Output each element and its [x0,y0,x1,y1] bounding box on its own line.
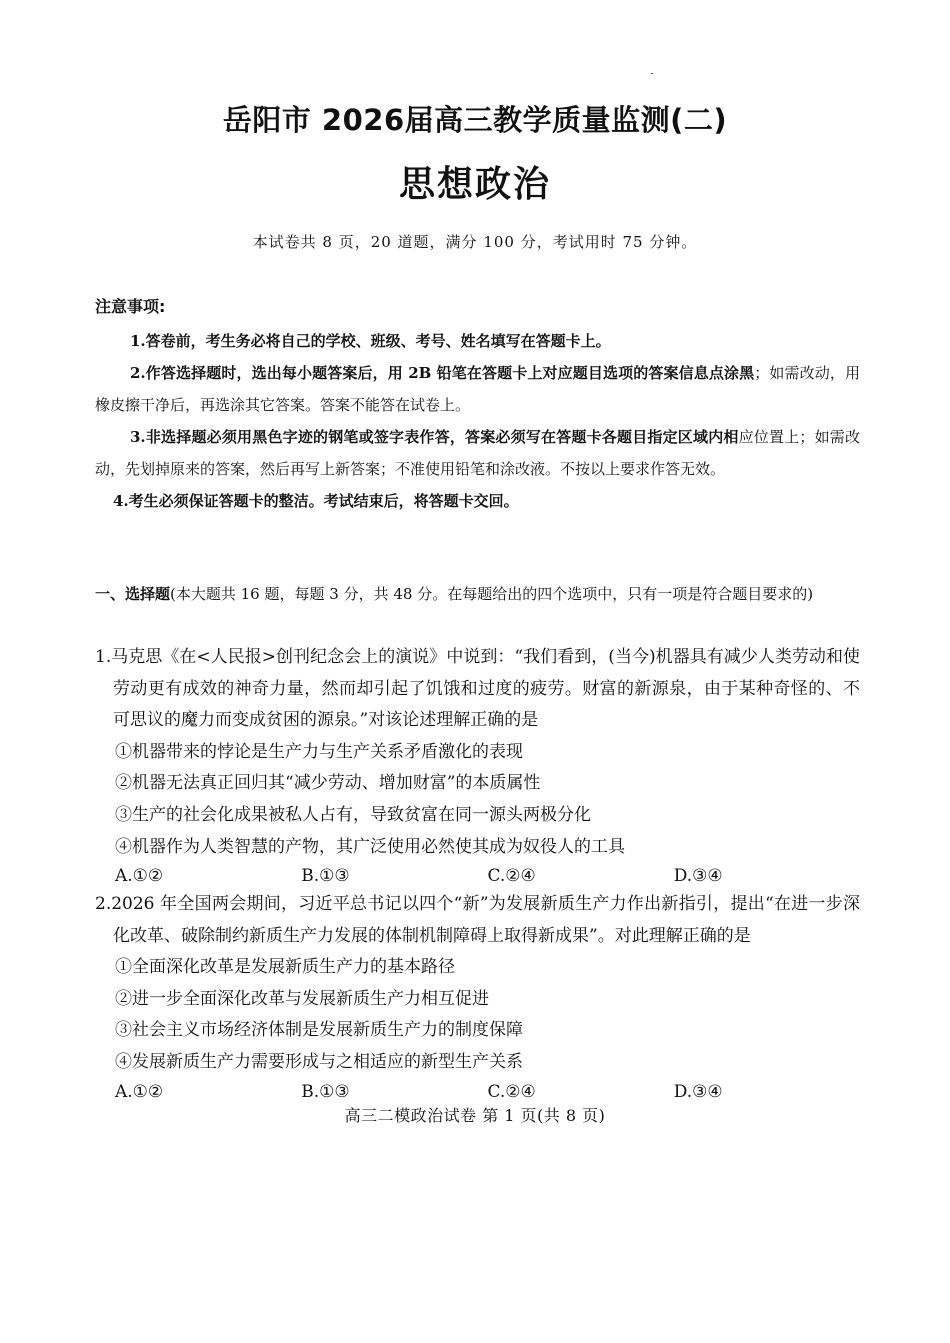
question-2-item-1: ①全面深化改革是发展新质生产力的基本路径 [115,957,455,978]
question-2-option-d: D.③④ [673,1081,723,1102]
question-1-option-d: D.③④ [673,866,723,887]
question-1-item-1: ①机器带来的悖论是生产力与生产关系矛盾激化的表现 [115,741,523,762]
exam-info: 本试卷共 8 页，20 道题，满分 100 分，考试用时 75 分钟。 [252,233,698,251]
question-1-item-2: ②机器无法真正回归其“减少劳动、增加财富”的本质属性 [115,773,541,794]
question-2-item-2: ②进一步全面深化改革与发展新质生产力相互促进 [115,988,489,1009]
section-heading: 一、选择题 [95,585,171,603]
notice-item-3 [95,421,860,485]
question-1 [95,642,860,889]
question-2-option-b: B.①③ [301,1081,350,1102]
question-1-options [95,863,860,889]
notice-item-2-rest: ；如需改动，用橡皮擦干净后，再选涂其它答案。答案不能答在试卷上。 [95,364,860,414]
section-choice [95,578,860,610]
notice-heading: 注意事项: [95,297,166,316]
question-2-item-4: ④发展新质生产力需要形成与之相适应的新型生产关系 [115,1051,523,1072]
question-2-item-3: ③社会主义市场经济体制是发展新质生产力的制度保障 [115,1020,523,1041]
notice-item-2-bold: 2.作答选择题时，选出每小题答案后，用 2B 铅笔在答题卡上对应题目选项的答案信息点涂黑 [130,364,755,382]
question-1-stem: 1.马克思《在<人民报>创刊纪念会上的演说》中说到：“我们看到，(当今)机器具有减少人类劳动和使劳动更有成效的神奇力量，然而却引起了饥饿和过度的疲劳。财富的新源泉，由于某种奇怪的、不可思议的魔力而变成贫困的源泉。”对该论述理解正确的是 [95,647,860,731]
question-2-option-a: A.①② [115,1081,164,1102]
question-2-stem: 2.2026 年全国两会期间，习近平总书记以四个“新”为发展新质生产力作出新指引，提出“在进一步深化改革、破除制约新质生产力发展的体制机制障碍上取得新成果”。对此理解正确的是 [95,894,860,946]
question-1-item-3: ③生产的社会化成果被私人占有，导致贫富在同一源头两极分化 [115,804,591,825]
notice-item-3-bold: 3.非选择题必须用黑色字迹的钢笔或签字表作答，答案必须写在答题卡各题目指定区域内相 [130,428,739,446]
question-2-option-c: C.②④ [487,1081,536,1102]
subject-title: 思想政治 [398,164,551,205]
notice-item-1-text: 1.答卷前，考生务必将自己的学校、班级、考号、姓名填写在答题卡上。 [130,332,611,350]
scan-dot [651,73,653,74]
exam-title: 岳阳市 2026届高三教学质量监测(二) [222,103,728,137]
page-footer: 高三二模政治试卷 第 1 页(共 8 页) [344,1106,606,1125]
question-1-option-c: C.②④ [487,866,536,887]
question-2-options [95,1079,860,1105]
question-1-option-a: A.①② [115,866,164,887]
notice-item-3-rest: 应位置上；如需改动，先划掉原来的答案，然后再写上新答案；不准使用铅笔和涂改液。不按以上要求作答无效。 [95,428,860,478]
section-description: (本大题共 16 题，每题 3 分，共 48 分。在每题给出的四个选项中，只有一项是符合题目要求的) [170,585,814,603]
notice-item-4 [95,485,860,517]
question-1-option-b: B.①③ [301,866,350,887]
notice-section [95,294,860,517]
question-1-item-4: ④机器作为人类智慧的产物，其广泛使用必然使其成为奴役人的工具 [115,836,625,857]
question-2 [95,889,860,1105]
notice-item-1 [95,325,860,357]
notice-item-4-text: 4.考生必须保证答题卡的整洁。考试结束后，将答题卡交回。 [113,492,519,510]
notice-item-2 [95,357,860,421]
